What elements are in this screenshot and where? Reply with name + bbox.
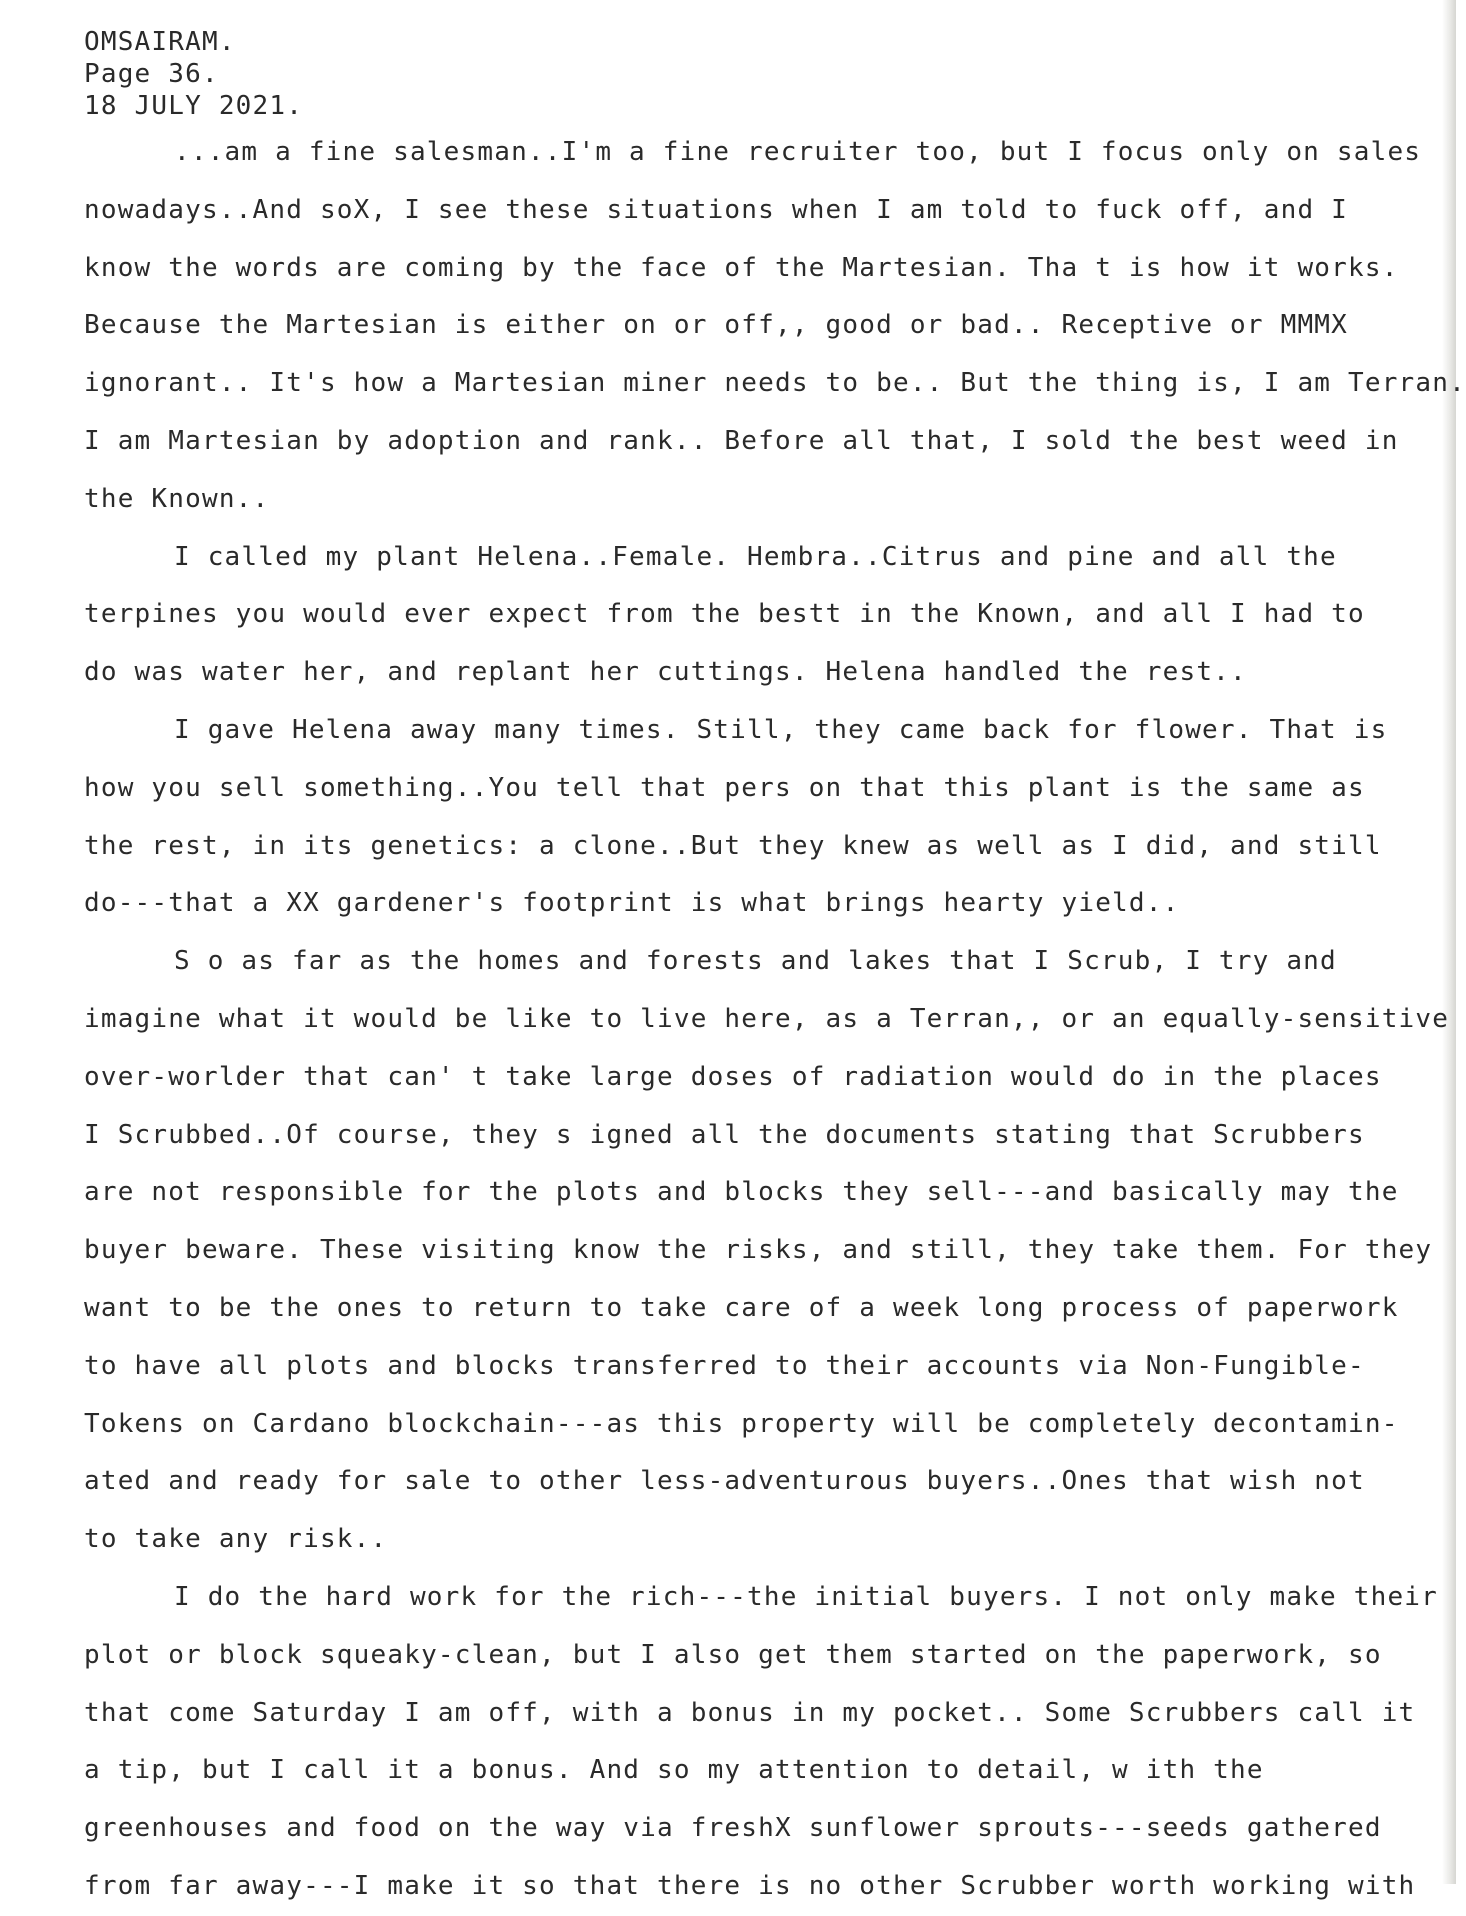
text-line: that come Saturday I am off, with a bonus in my pocket.. Some Scrubbers call it [84,1697,1416,1728]
text-line: do---that a XX gardener's footprint is what brings hearty yield.. [84,888,1180,919]
text-line: ated and ready for sale to other less-adventurous buyers..Ones that wish not [84,1466,1365,1497]
text-line: to take any risk.. [84,1524,388,1555]
text-line: Because the Martesian is either on or off,, good or bad.. Receptive or MMMX [84,310,1348,341]
text-line: I called my plant Helena..Female. Hembra..Citrus and pine and all the [174,541,1337,572]
page-date: 18 JULY 2021. [84,91,304,121]
text-line: nowadays..And soX, I see these situations when I am told to fuck off, and I [84,194,1348,225]
text-line: terpines you would ever expect from the bestt in the Known, and all I had to [84,599,1365,630]
text-line: know the words are coming by the face of the Martesian. Tha t is how it works. [84,252,1399,283]
text-line: are not responsible for the plots and blocks they sell---and basically may the [84,1177,1399,1208]
text-line: to have all plots and blocks transferred to their accounts via Non-Fungible- [84,1350,1365,1381]
text-line: I am Martesian by adoption and rank.. Before all that, I sold the best weed in [84,425,1399,456]
text-line: the Known.. [84,483,270,514]
text-line: how you sell something..You tell that pers on that this plant is the same as [84,772,1365,803]
text-line: imagine what it would be like to live here, as a Terran,, or an equally-sensitive [84,1003,1450,1034]
text-line: the rest, in its genetics: a clone..But they knew as well as I did, and still [84,830,1382,861]
text-line: I Scrubbed..Of course, they s igned all the documents stating that Scrubbers [84,1119,1365,1150]
text-line: from far away---I make it so that there is no other Scrubber worth working with [84,1870,1416,1901]
text-line: do was water her, and replant her cuttings. Helena handled the rest.. [84,657,1247,688]
text-line: want to be the ones to return to take care of a week long process of paperwork [84,1292,1399,1323]
header-salutation: OMSAIRAM. [84,27,236,57]
page-number: Page 36. [84,59,219,89]
text-line: Tokens on Cardano blockchain---as this property will be completely decontamin- [84,1408,1399,1439]
text-line: ignorant.. It's how a Martesian miner needs to be.. But the thing is, I am Terran. [84,368,1466,399]
text-line: over-worlder that can' t take large doses of radiation would do in the places [84,1061,1382,1092]
text-line: I do the hard work for the rich---the initial buyers. I not only make their [174,1581,1438,1612]
text-line: ...am a fine salesman..I'm a fine recruiter too, but I focus only on sales [174,137,1422,167]
text-line: plot or block squeaky-clean, but I also get them started on the paperwork, so [84,1639,1382,1670]
text-line: I gave Helena away many times. Still, they came back for flower. That is [174,714,1388,745]
text-line: a tip, but I call it a bonus. And so my attention to detail, w ith the [84,1755,1264,1786]
text-line: buyer beware. These visiting know the risks, and still, they take them. For they [84,1235,1433,1266]
body-text [84,124,1466,1916]
page-content [84,26,1466,1916]
text-line: greenhouses and food on the way via freshX sunflower sprouts---seeds gathered [84,1813,1382,1844]
text-line: S o as far as the homes and forests and lakes that I Scrub, I try and [174,946,1337,977]
page-header [84,26,1456,122]
